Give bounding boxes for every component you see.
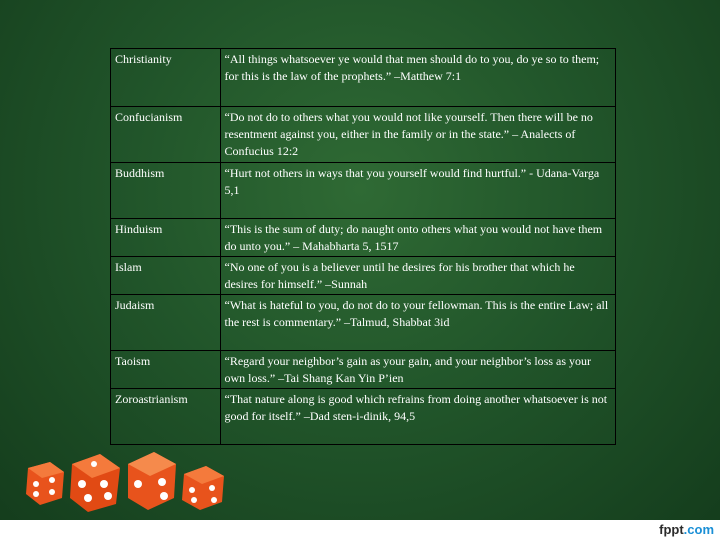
brand-prefix: fppt: [659, 522, 684, 537]
dice-icon: [122, 448, 180, 512]
quote-cell: “Regard your neighbor’s gain as your gain, and your neighbor’s loss as your own loss.” –Tai Shang Kan Yin P’ien: [220, 351, 615, 389]
religion-cell: Confucianism: [111, 107, 221, 163]
table-row: [111, 163, 616, 219]
religion-cell: Islam: [111, 257, 221, 295]
golden-rule-table: [110, 48, 616, 445]
footer-band: [0, 520, 720, 540]
quote-cell: “All things whatsoever ye would that men should do to you, do ye so to them; for this is the law of the prophets.” –Matthew 7:1: [220, 49, 615, 107]
quote-cell: “Hurt not others in ways that you yourself would find hurtful.” - Udana-Varga 5,1: [220, 163, 615, 219]
dice-icon: [22, 458, 68, 508]
quote-cell: “Do not do to others what you would not like yourself. Then there will be no resentment against you, either in the family or in the state.” – Analects of Confucius 12:2: [220, 107, 615, 163]
quote-cell: “No one of you is a believer until he desires for his brother that which he desires for himself.” –Sunnah: [220, 257, 615, 295]
brand-suffix: .com: [683, 522, 714, 537]
dice-icon: [64, 450, 124, 516]
table-row: [111, 295, 616, 351]
brand-logo: [659, 522, 714, 537]
table-row: [111, 389, 616, 445]
table-row: [111, 257, 616, 295]
dice-icon: [178, 462, 228, 512]
dice-decoration: [18, 448, 233, 518]
religion-cell: Christianity: [111, 49, 221, 107]
table-row: [111, 107, 616, 163]
table-row: [111, 351, 616, 389]
quote-cell: “What is hateful to you, do not do to your fellowman. This is the entire Law; all the rest is commentary.” –Talmud, Shabbat 3id: [220, 295, 615, 351]
table-row: [111, 219, 616, 257]
quote-cell: “This is the sum of duty; do naught onto others what you would not have them do unto you.” – Mahabharta 5, 1517: [220, 219, 615, 257]
religion-cell: Buddhism: [111, 163, 221, 219]
quote-cell: “That nature along is good which refrains from doing another whatsoever is not good for itself.” –Dad sten-i-dinik, 94,5: [220, 389, 615, 445]
religion-cell: Judaism: [111, 295, 221, 351]
religion-cell: Hinduism: [111, 219, 221, 257]
religion-cell: Taoism: [111, 351, 221, 389]
religion-cell: Zoroastrianism: [111, 389, 221, 445]
table-row: [111, 49, 616, 107]
